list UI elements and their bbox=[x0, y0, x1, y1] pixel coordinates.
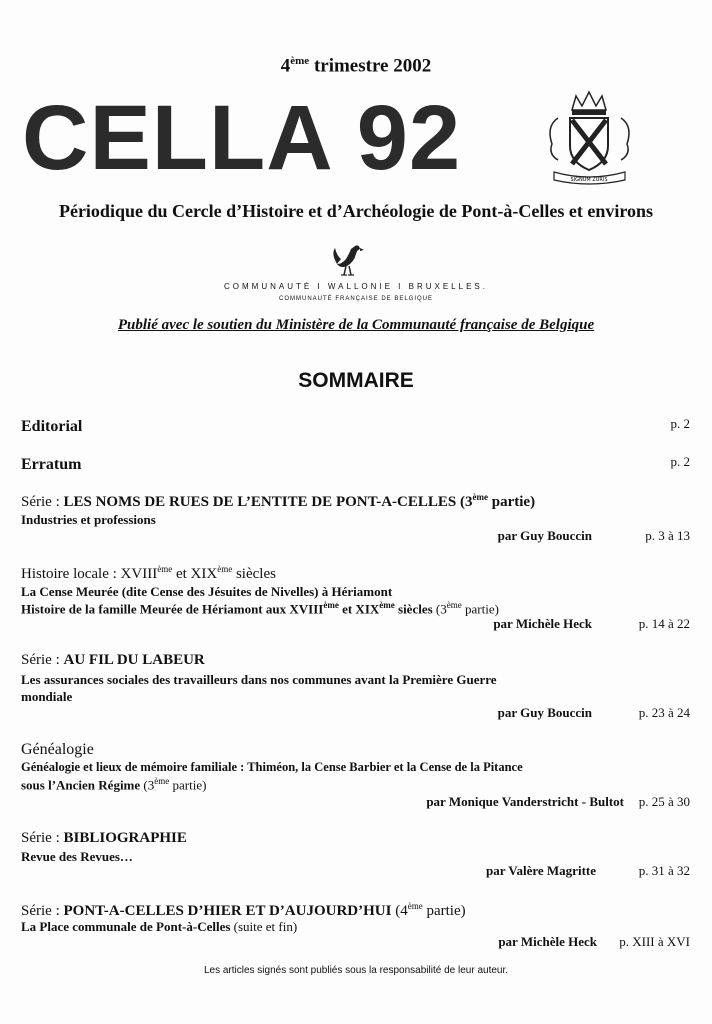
erratum-label: Erratum bbox=[21, 456, 82, 473]
biblio-title: Série : BIBLIOGRAPHIE bbox=[21, 830, 187, 846]
journal-subtitle: Périodique du Cercle d’Histoire et d’Archéologie de Pont-à-Celles et environs bbox=[58, 201, 654, 221]
histoire-page: p. 14 à 22 bbox=[638, 616, 690, 631]
coat-of-arms-icon bbox=[542, 88, 637, 188]
noms-rues-author: par Guy Bouccin bbox=[497, 528, 592, 543]
journal-title: CELLA 92 bbox=[22, 87, 462, 189]
editorial-page: p. 2 bbox=[670, 416, 690, 431]
histoire-title: Histoire locale : XVIIIème et XIXème siècles bbox=[21, 564, 276, 582]
labeur-title: Série : AU FIL DU LABEUR bbox=[21, 652, 205, 668]
labeur-line3: mondiale bbox=[21, 689, 73, 704]
hier-line2: La Place communale de Pont-à-Celles (suite et fin) bbox=[21, 919, 298, 934]
genealogie-page: p. 25 à 30 bbox=[638, 794, 690, 809]
support-notice: Publié avec le soutien du Ministère de la Communauté française de Belgique bbox=[117, 317, 595, 333]
noms-rues-subtitle: Industries et professions bbox=[21, 512, 156, 527]
noms-rues-page: p. 3 à 13 bbox=[645, 528, 690, 543]
sommaire-heading: SOMMAIRE bbox=[298, 369, 414, 392]
footer-note: Les articles signés sont publiés sous la responsabilité de leur auteur. bbox=[203, 965, 509, 976]
labeur-page: p. 23 à 24 bbox=[638, 705, 690, 720]
hier-author: par Michèle Heck bbox=[498, 934, 597, 949]
histoire-line3: Histoire de la famille Meurée de Hériamont aux XVIIIème et XIXème siècles (3ème partie) bbox=[21, 600, 499, 617]
biblio-author: par Valère Magritte bbox=[486, 863, 596, 878]
genealogie-heading: Généalogie bbox=[21, 741, 94, 758]
genealogie-line2: Généalogie et lieux de mémoire familiale : Thiméon, la Cense Barbier et la Cense de la Pitance bbox=[21, 760, 523, 774]
hier-title: Série : PONT-A-CELLES D’HIER ET D’AUJOURD’HUI (4ème partie) bbox=[21, 901, 466, 919]
biblio-page: p. 31 à 32 bbox=[638, 863, 690, 878]
cwb-subline: COMMUNAUTÉ FRANÇAISE DE BELGIQUE bbox=[278, 296, 433, 302]
svg-text:SIGNUM ZURIS: SIGNUM ZURIS bbox=[570, 177, 608, 183]
biblio-line2: Revue des Revues… bbox=[21, 849, 133, 864]
issue-quarter: 4ème trimestre 2002 bbox=[280, 55, 432, 77]
hier-page: p. XIII à XVI bbox=[619, 934, 690, 949]
rooster-logo-icon bbox=[327, 242, 373, 280]
genealogie-author: par Monique Vanderstricht - Bultot bbox=[426, 794, 624, 809]
labeur-line2: Les assurances sociales des travailleurs dans nos communes avant la Première Guerre bbox=[21, 672, 497, 687]
erratum-page: p. 2 bbox=[670, 454, 690, 469]
labeur-author: par Guy Bouccin bbox=[497, 705, 592, 720]
histoire-line2: La Cense Meurée (dite Cense des Jésuites de Nivelles) à Hériamont bbox=[21, 584, 393, 599]
histoire-author: par Michèle Heck bbox=[493, 616, 592, 631]
editorial-label: Editorial bbox=[21, 418, 83, 435]
cwb-line: COMMUNAUTÉ I WALLONIE I BRUXELLES. bbox=[224, 282, 488, 291]
noms-rues-title: Série : LES NOMS DE RUES DE L’ENTITE DE PONT-A-CELLES (3ème partie) bbox=[21, 492, 536, 510]
genealogie-line3: sous l’Ancien Régime (3ème partie) bbox=[21, 776, 207, 793]
